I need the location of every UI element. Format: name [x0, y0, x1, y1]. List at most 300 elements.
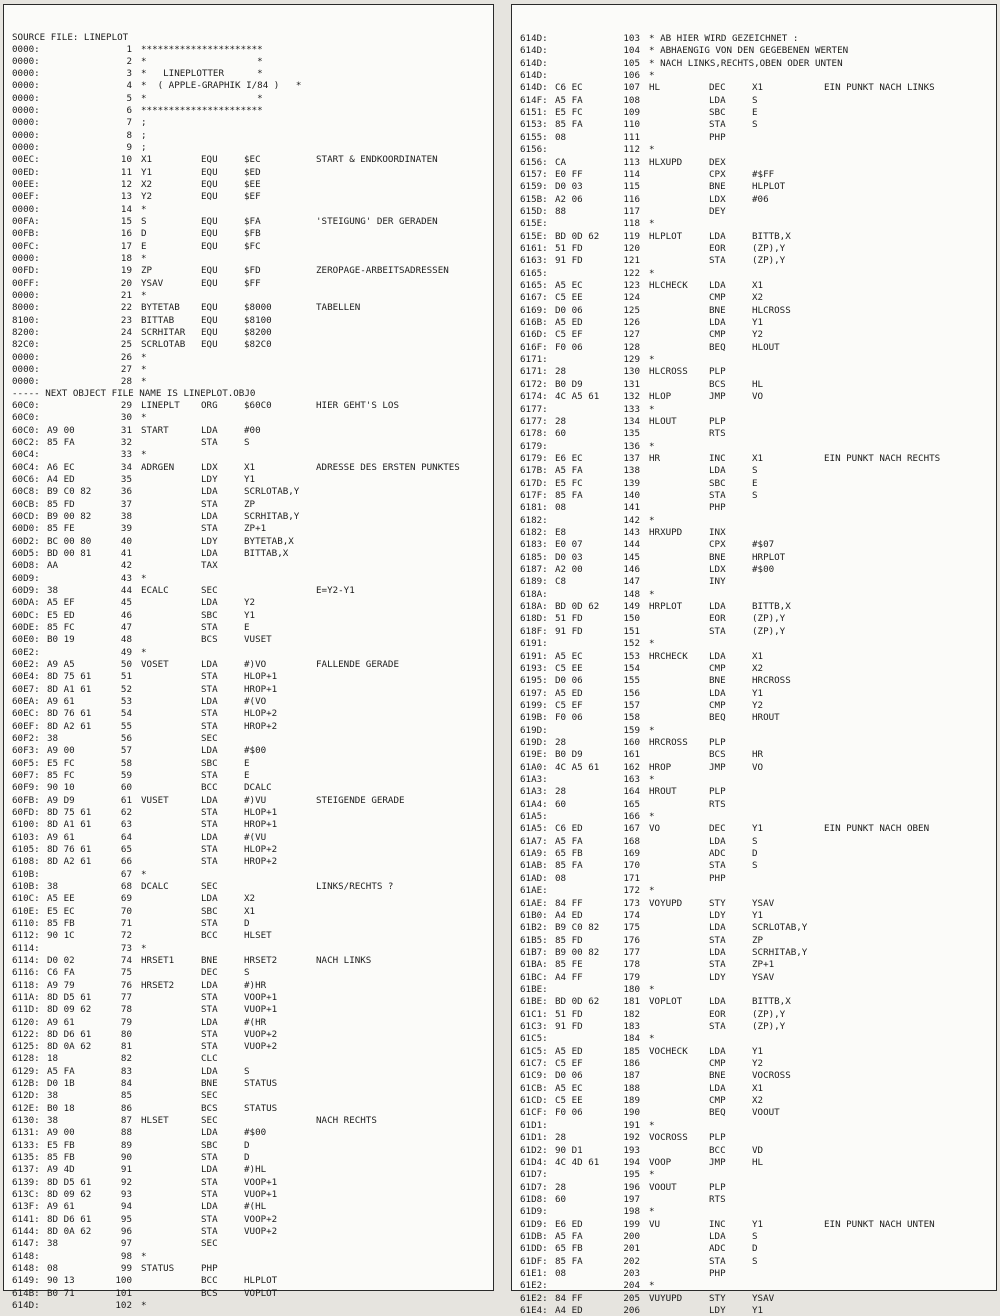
- row-address: 6114:: [12, 942, 40, 954]
- row-address: 61D2:: [520, 1144, 548, 1156]
- row-opcode: EOR: [709, 613, 726, 625]
- row-operand: S: [752, 860, 758, 872]
- row-label: *: [649, 724, 655, 736]
- row-address: 60CB:: [12, 498, 40, 510]
- row-address: 0000:: [12, 55, 40, 67]
- row-line-number: 74: [120, 954, 132, 966]
- listing-row: [512, 885, 996, 896]
- row-address: 616B:: [520, 317, 548, 329]
- row-operand: E: [244, 621, 250, 633]
- row-hex-bytes: E0 07: [555, 539, 583, 551]
- row-address: 6169:: [520, 304, 548, 316]
- row-address: 610E:: [12, 905, 40, 917]
- row-address: 61CF:: [520, 1107, 548, 1119]
- row-line-number: 150: [623, 613, 640, 625]
- row-opcode: BEQ: [709, 1107, 726, 1119]
- row-operand: HLOP+2: [244, 708, 278, 720]
- row-opcode: JMP: [709, 391, 726, 403]
- listing-row: [4, 474, 493, 485]
- row-line-number: 168: [623, 835, 640, 847]
- row-hex-bytes: 90 10: [47, 782, 75, 794]
- row-opcode: EQU: [201, 228, 218, 240]
- row-address: 6120:: [12, 1016, 40, 1028]
- row-hex-bytes: E5 FC: [555, 107, 583, 119]
- listing-row: [512, 564, 996, 575]
- row-line-number: 156: [623, 687, 640, 699]
- row-address: 614D:: [520, 57, 548, 69]
- row-opcode: SBC: [201, 609, 218, 621]
- row-hex-bytes: 38: [47, 1238, 59, 1250]
- row-label: VOCROSS: [649, 1132, 688, 1144]
- row-operand: X1: [244, 461, 256, 473]
- row-address: 0000:: [12, 253, 40, 265]
- row-line-number: 55: [120, 720, 132, 732]
- row-address: 6141:: [12, 1213, 40, 1225]
- row-opcode: SBC: [709, 107, 726, 119]
- row-line-number: 157: [623, 699, 640, 711]
- row-line-number: 16: [120, 228, 132, 240]
- row-opcode: STA: [201, 1004, 218, 1016]
- row-label: HRCROSS: [649, 736, 688, 748]
- row-label: S: [141, 216, 147, 228]
- listing-row: [4, 1004, 493, 1015]
- row-address: 0000:: [12, 80, 40, 92]
- row-line-number: 71: [120, 917, 132, 929]
- listing-row: [512, 836, 996, 847]
- listing-row: [4, 770, 493, 781]
- listing-row: [4, 1238, 493, 1249]
- row-operand: $82C0: [244, 339, 272, 351]
- row-operand: (ZP),Y: [752, 625, 786, 637]
- listing-row: [512, 255, 996, 266]
- row-hex-bytes: BD 0D 62: [555, 601, 600, 613]
- row-hex-bytes: 8D A2 61: [47, 720, 92, 732]
- listing-row: [512, 428, 996, 439]
- row-opcode: SEC: [201, 1238, 218, 1250]
- row-line-number: 31: [120, 424, 132, 436]
- listing-row: [512, 1083, 996, 1094]
- listing-row: [512, 663, 996, 674]
- listing-row: [4, 782, 493, 793]
- row-opcode: STY: [709, 1292, 726, 1304]
- row-hex-bytes: 8D 75 61: [47, 806, 92, 818]
- row-opcode: LDA: [709, 94, 726, 106]
- row-line-number: 95: [120, 1213, 132, 1225]
- row-opcode: STA: [201, 621, 218, 633]
- listing-row: [512, 638, 996, 649]
- row-address: 6137:: [12, 1164, 40, 1176]
- listing-row: [512, 305, 996, 316]
- row-opcode: LDA: [709, 280, 726, 291]
- row-line-number: 28: [120, 376, 132, 388]
- row-operand: HRCROSS: [752, 675, 791, 687]
- row-line-number: 133: [623, 403, 640, 415]
- row-label: VOYUPD: [649, 897, 683, 909]
- row-operand: #$00: [244, 1127, 267, 1139]
- listing-row: [4, 117, 493, 128]
- row-opcode: BCC: [201, 930, 218, 942]
- row-address: 60D0:: [12, 523, 40, 535]
- row-label: START: [141, 424, 169, 436]
- row-operand: Y1: [752, 1218, 764, 1230]
- row-line-number: 154: [623, 662, 640, 674]
- row-operand: YSAV: [752, 971, 775, 983]
- listing-row: [512, 478, 996, 489]
- row-opcode: LDA: [709, 317, 726, 329]
- row-opcode: CPX: [709, 539, 726, 551]
- row-address: 0000:: [12, 117, 40, 129]
- row-operand: D: [244, 917, 250, 929]
- row-operand: $FC: [244, 240, 261, 252]
- listing-row: [512, 910, 996, 921]
- row-opcode: LDA: [201, 979, 218, 991]
- row-address: 61C1:: [520, 1008, 548, 1020]
- row-hex-bytes: BD 0D 62: [555, 996, 600, 1008]
- row-line-number: 4: [126, 80, 132, 92]
- row-operand: #(VU: [244, 831, 267, 843]
- row-operand: #)VO: [244, 658, 267, 670]
- row-operand: HROUT: [752, 712, 780, 724]
- row-address: 61A3:: [520, 774, 548, 785]
- row-address: 6171:: [520, 354, 548, 366]
- row-line-number: 78: [120, 1004, 132, 1016]
- row-line-number: 3: [126, 68, 132, 80]
- row-address: 6182:: [520, 514, 548, 526]
- row-opcode: INC: [709, 1218, 726, 1230]
- listing-row: [4, 302, 493, 313]
- row-address: 619D:: [520, 724, 548, 736]
- listing-row: [512, 144, 996, 155]
- listing-row: [4, 795, 493, 806]
- row-opcode: LDA: [201, 831, 218, 843]
- row-operand: #$00: [244, 745, 267, 757]
- row-label: HROUT: [649, 786, 677, 798]
- row-address: 6156:: [520, 156, 548, 168]
- row-line-number: 91: [120, 1164, 132, 1176]
- row-address: 6114:: [12, 954, 40, 966]
- row-hex-bytes: A9 61: [47, 695, 75, 707]
- row-address: 61AE:: [520, 885, 548, 897]
- row-address: 6171:: [520, 366, 548, 378]
- listing-row: [4, 1300, 493, 1311]
- row-line-number: 139: [623, 477, 640, 489]
- row-address: 6118:: [12, 979, 40, 991]
- listing-row: [512, 391, 996, 402]
- row-hex-bytes: BD 0D 62: [555, 230, 600, 242]
- row-line-number: 140: [623, 489, 640, 501]
- row-operand: $EE: [244, 179, 261, 191]
- listing-row: [512, 453, 996, 464]
- listing-row: [4, 44, 493, 55]
- row-line-number: 92: [120, 1176, 132, 1188]
- row-address: 0000:: [12, 68, 40, 80]
- row-address: 6116:: [12, 967, 40, 979]
- row-opcode: INY: [709, 576, 726, 588]
- row-address: 60C8:: [12, 486, 40, 498]
- row-hex-bytes: 8D A2 61: [47, 856, 92, 868]
- row-opcode: LDY: [709, 909, 726, 921]
- row-line-number: 84: [120, 1078, 132, 1090]
- row-line-number: 153: [623, 650, 640, 662]
- row-hex-bytes: A2 00: [555, 564, 583, 576]
- row-line-number: 148: [623, 588, 640, 600]
- row-operand: VOPLOT: [244, 1287, 278, 1299]
- listing-row: [512, 1305, 996, 1316]
- row-operand: S: [244, 436, 250, 448]
- listing-row: [4, 376, 493, 387]
- row-opcode: BCC: [201, 782, 218, 794]
- listing-row: [512, 774, 996, 785]
- row-line-number: 189: [623, 1095, 640, 1107]
- row-line-number: 42: [120, 560, 132, 572]
- row-operand: Y1: [752, 1305, 764, 1316]
- row-operand: BITTB,X: [752, 601, 791, 613]
- row-address: 6105:: [12, 843, 40, 855]
- listing-row: [512, 342, 996, 353]
- row-line-number: 192: [623, 1132, 640, 1144]
- row-address: 60DA:: [12, 597, 40, 609]
- row-operand: ZP: [752, 934, 764, 946]
- row-operand: Y1: [244, 473, 256, 485]
- row-operand: VOOP+1: [244, 1176, 278, 1188]
- listing-row: [512, 181, 996, 192]
- row-line-number: 45: [120, 597, 132, 609]
- row-hex-bytes: 91 FD: [555, 255, 583, 267]
- row-line-number: 81: [120, 1041, 132, 1053]
- row-hex-bytes: 8D 75 61: [47, 671, 92, 683]
- listing-row: [4, 1226, 493, 1237]
- row-opcode: CMP: [709, 1058, 726, 1070]
- row-label: *: [649, 588, 655, 600]
- row-comment: ADRESSE DES ERSTEN PUNKTES: [316, 461, 460, 473]
- row-label: ZP: [141, 265, 153, 277]
- row-operand: #$FF: [752, 168, 775, 180]
- row-line-number: 77: [120, 991, 132, 1003]
- row-line-number: 195: [623, 1169, 640, 1181]
- row-operand: Y2: [752, 1058, 764, 1070]
- row-operand: X2: [244, 893, 256, 905]
- listing-row: [4, 68, 493, 79]
- row-hex-bytes: A5 EC: [555, 1082, 583, 1094]
- row-opcode: STY: [709, 897, 726, 909]
- row-address: 615E:: [520, 218, 548, 230]
- listing-row: [4, 216, 493, 227]
- row-line-number: 172: [623, 885, 640, 897]
- row-hex-bytes: 90 D1: [555, 1144, 583, 1156]
- row-hex-bytes: 91 FD: [555, 625, 583, 637]
- listing-row: [512, 922, 996, 933]
- listing-row: [4, 1103, 493, 1114]
- row-line-number: 34: [120, 461, 132, 473]
- row-opcode: BNE: [709, 675, 726, 687]
- listing-row: [4, 80, 493, 91]
- row-opcode: SEC: [201, 880, 218, 892]
- row-opcode: CMP: [709, 1095, 726, 1107]
- row-hex-bytes: 8D D6 61: [47, 1028, 92, 1040]
- row-line-number: 184: [623, 1033, 640, 1045]
- row-line-number: 134: [623, 415, 640, 427]
- row-label: HROP: [649, 761, 672, 773]
- row-label: HLXUPD: [649, 156, 683, 168]
- row-address: 61B7:: [520, 946, 548, 958]
- row-address: 613C:: [12, 1189, 40, 1201]
- row-opcode: STA: [201, 843, 218, 855]
- row-hex-bytes: A5 FA: [47, 1065, 75, 1077]
- listing-row: [4, 204, 493, 215]
- row-operand: HLOP+1: [244, 806, 278, 818]
- row-address: 6174:: [520, 391, 548, 403]
- row-line-number: 144: [623, 539, 640, 551]
- row-line-number: 142: [623, 514, 640, 526]
- row-operand: S: [752, 94, 758, 106]
- listing-row: [4, 315, 493, 326]
- row-opcode: LDA: [201, 695, 218, 707]
- row-operand: BITTAB,X: [244, 547, 289, 559]
- row-line-number: 177: [623, 946, 640, 958]
- row-opcode: BEQ: [709, 341, 726, 353]
- row-line-number: 97: [120, 1238, 132, 1250]
- row-line-number: 164: [623, 786, 640, 798]
- row-address: 60FB:: [12, 794, 40, 806]
- row-opcode: BCS: [709, 378, 726, 390]
- row-operand: Y1: [752, 317, 764, 329]
- row-line-number: 57: [120, 745, 132, 757]
- row-opcode: LDY: [201, 473, 218, 485]
- row-operand: HL: [752, 378, 764, 390]
- row-label: * ( APPLE-GRAPHIK I/84 ) *: [141, 80, 302, 92]
- row-line-number: 6: [126, 105, 132, 117]
- row-address: 6156:: [520, 144, 548, 156]
- row-line-number: 194: [623, 1156, 640, 1168]
- row-opcode: LDY: [709, 971, 726, 983]
- row-label: LINEPLT: [141, 400, 180, 411]
- row-address: 0000:: [12, 142, 40, 154]
- row-operand: SCRHITAB,Y: [752, 946, 808, 958]
- row-opcode: LDA: [201, 794, 218, 806]
- row-address: 61D7:: [520, 1181, 548, 1193]
- listing-row: [512, 404, 996, 415]
- row-line-number: 12: [120, 179, 132, 191]
- row-operand: S: [752, 119, 758, 131]
- listing-row: [512, 1033, 996, 1044]
- row-hex-bytes: 8D D5 61: [47, 1176, 92, 1188]
- row-line-number: 201: [623, 1243, 640, 1255]
- row-address: 60D9:: [12, 572, 40, 584]
- row-line-number: 206: [623, 1305, 640, 1316]
- row-address: 6148:: [12, 1263, 40, 1275]
- listing-row: [4, 745, 493, 756]
- row-address: 610C:: [12, 893, 40, 905]
- row-line-number: 17: [120, 240, 132, 252]
- row-address: 8000:: [12, 302, 40, 314]
- row-line-number: 197: [623, 1193, 640, 1205]
- row-address: 60C4:: [12, 461, 40, 473]
- row-opcode: EOR: [709, 242, 726, 254]
- row-opcode: CMP: [709, 329, 726, 341]
- row-line-number: 24: [120, 327, 132, 339]
- row-label: *: [141, 253, 147, 265]
- row-opcode: LDA: [201, 658, 218, 670]
- row-line-number: 121: [623, 255, 640, 267]
- row-opcode: LDX: [201, 461, 218, 473]
- row-line-number: 61: [120, 794, 132, 806]
- listing-row: [512, 688, 996, 699]
- row-address: 618A:: [520, 588, 548, 600]
- row-address: 61B2:: [520, 922, 548, 934]
- row-address: 61A5:: [520, 823, 548, 835]
- row-operand: #)HL: [244, 1164, 267, 1176]
- row-opcode: LDA: [709, 1082, 726, 1094]
- row-opcode: EQU: [201, 154, 218, 166]
- row-label: *: [649, 1280, 655, 1292]
- row-address: 6112:: [12, 930, 40, 942]
- row-address: 60E4:: [12, 671, 40, 683]
- row-line-number: 59: [120, 769, 132, 781]
- row-comment: EIN PUNKT NACH OBEN: [824, 823, 930, 835]
- row-line-number: 175: [623, 922, 640, 934]
- row-hex-bytes: 28: [555, 736, 567, 748]
- row-hex-bytes: A9 00: [47, 424, 75, 436]
- row-label: *: [141, 646, 147, 658]
- row-hex-bytes: A5 ED: [555, 317, 583, 329]
- row-line-number: 170: [623, 860, 640, 872]
- listing-row: [512, 329, 996, 340]
- row-opcode: BNE: [201, 1078, 218, 1090]
- row-comment: START & ENDKOORDINATEN: [316, 154, 438, 166]
- row-operand: D: [244, 1139, 250, 1151]
- row-line-number: 118: [623, 218, 640, 230]
- row-operand: E: [244, 757, 250, 769]
- listing-row: [512, 502, 996, 513]
- row-address: 6183:: [520, 539, 548, 551]
- row-address: 61A5:: [520, 811, 548, 823]
- row-label: VOSET: [141, 658, 169, 670]
- row-comment: STEIGENDE GERADE: [316, 794, 405, 806]
- row-opcode: LDA: [201, 597, 218, 609]
- row-address: 6125:: [12, 1041, 40, 1053]
- listing-row: [4, 1066, 493, 1077]
- row-opcode: STA: [709, 1021, 726, 1032]
- row-hex-bytes: 08: [555, 872, 567, 884]
- row-hex-bytes: 28: [555, 786, 567, 798]
- row-address: 0000:: [12, 105, 40, 117]
- row-line-number: 103: [623, 33, 640, 44]
- listing-row: [512, 194, 996, 205]
- row-operand: E: [752, 107, 758, 119]
- row-address: 6193:: [520, 662, 548, 674]
- listing-row: [4, 610, 493, 621]
- row-line-number: 32: [120, 436, 132, 448]
- listing-row: [512, 1231, 996, 1242]
- row-line-number: 10: [120, 154, 132, 166]
- row-address: 6108:: [12, 856, 40, 868]
- listing-row: [4, 758, 493, 769]
- row-hex-bytes: C8: [555, 576, 567, 588]
- row-line-number: 66: [120, 856, 132, 868]
- row-address: 61DF:: [520, 1255, 548, 1267]
- row-opcode: STA: [201, 683, 218, 695]
- row-operand: S: [244, 967, 250, 979]
- row-opcode: BCC: [201, 1275, 218, 1287]
- row-opcode: INX: [709, 527, 726, 538]
- row-address: 60D8:: [12, 560, 40, 572]
- row-address: 60CD:: [12, 510, 40, 522]
- row-label: *: [649, 983, 655, 995]
- row-opcode: STA: [201, 806, 218, 818]
- listing-row: [512, 243, 996, 254]
- row-opcode: STA: [201, 991, 218, 1003]
- listing-row: [512, 539, 996, 550]
